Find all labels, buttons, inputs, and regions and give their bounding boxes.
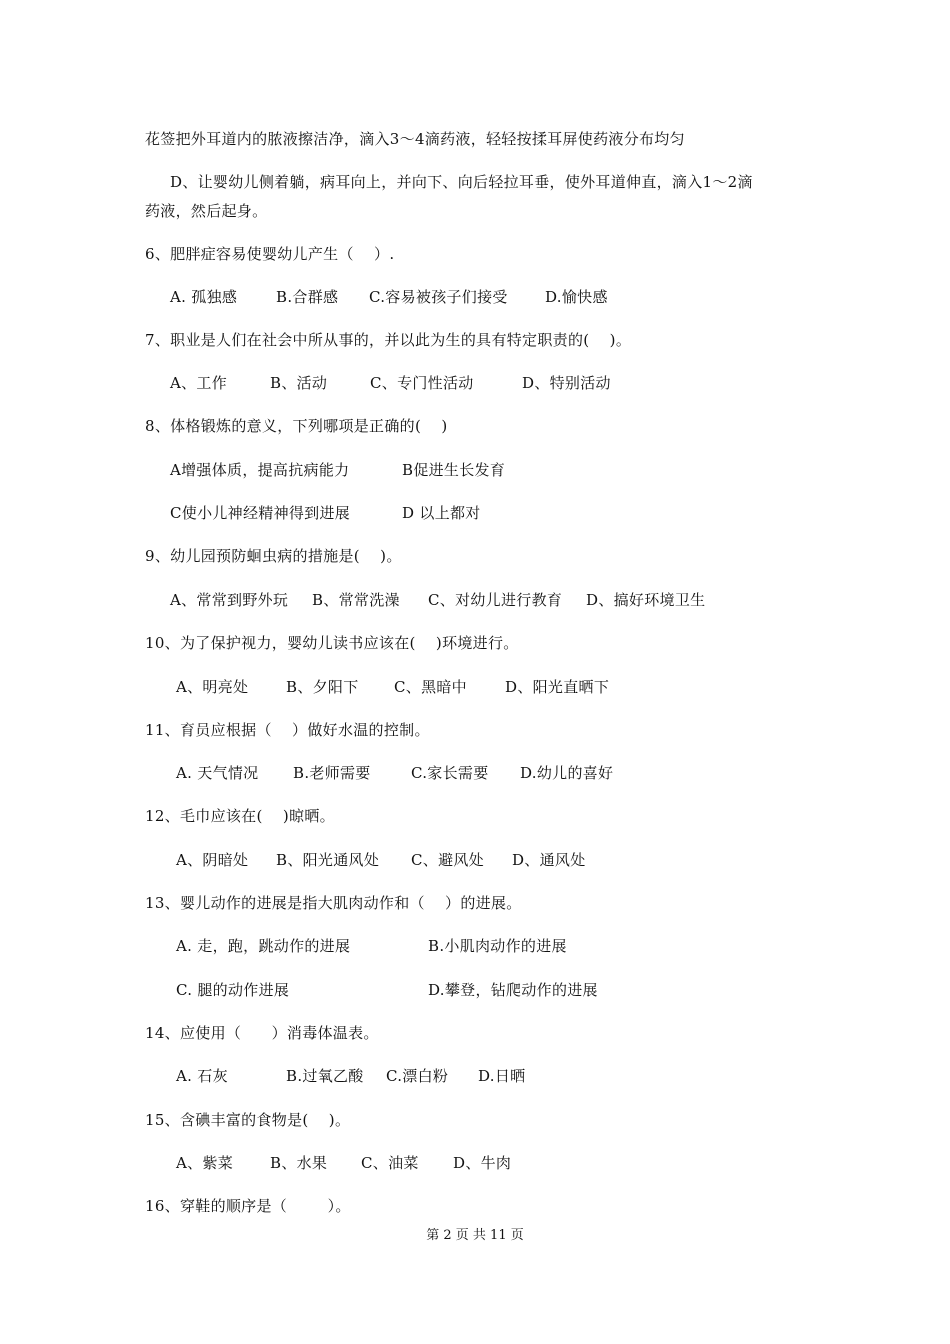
question-7-stem: 7、职业是人们在社会中所从事的，并以此为生的具有特定职责的( )。 (145, 331, 632, 349)
q7-option-b: B、活动 (270, 374, 328, 392)
question-9-stem: 9、幼儿园预防蛔虫病的措施是( )。 (145, 547, 402, 565)
question-6-stem: 6、肥胖症容易使婴幼儿产生（ ）. (145, 245, 395, 263)
q10-option-d: D、阳光直晒下 (505, 678, 610, 696)
q8-option-a: A增强体质，提高抗病能力 (170, 461, 350, 479)
q13-option-a: A. 走，跑，跳动作的进展 (176, 937, 351, 955)
q8-option-d: D 以上都对 (402, 504, 481, 522)
q15-option-a: A、紫菜 (176, 1154, 234, 1172)
continuation-line-1: 花签把外耳道内的脓液擦洁净，滴入3～4滴药液，轻轻按揉耳屏使药液分布均匀 (145, 130, 685, 148)
q6-option-c: C.容易被孩子们接受 (369, 288, 508, 306)
q11-option-a: A. 天气情况 (176, 764, 259, 782)
question-11-stem: 11、育员应根据（ ）做好水温的控制。 (145, 721, 430, 739)
q10-option-a: A、明亮处 (176, 678, 249, 696)
q13-option-b: B.小肌肉动作的进展 (428, 937, 567, 955)
question-14-stem: 14、应使用（ ）消毒体温表。 (145, 1024, 379, 1042)
q6-option-a: A. 孤独感 (170, 288, 238, 306)
q10-option-c: C、黑暗中 (394, 678, 467, 696)
page-footer: 第 2 页 共 11 页 (426, 1228, 524, 1243)
q12-option-a: A、阴暗处 (176, 851, 249, 869)
continuation-option-d: D、让婴幼儿侧着躺，病耳向上，并向下、向后轻拉耳垂，使外耳道伸直，滴入1～2滴 (170, 173, 753, 191)
q6-option-b: B.合群感 (276, 288, 339, 306)
question-10-stem: 10、为了保护视力，婴幼儿读书应该在( )环境进行。 (145, 634, 519, 652)
q14-option-c: C.漂白粉 (386, 1067, 449, 1085)
q7-option-c: C、专门性活动 (370, 374, 474, 392)
q7-option-a: A、工作 (170, 374, 228, 392)
q15-option-c: C、油菜 (361, 1154, 419, 1172)
q13-option-d: D.攀登，钻爬动作的进展 (428, 981, 598, 999)
continuation-line-3: 药液，然后起身。 (145, 202, 268, 220)
question-16-stem: 16、穿鞋的顺序是（ ）。 (145, 1197, 351, 1215)
q9-option-b: B、常常洗澡 (312, 591, 400, 609)
question-8-stem: 8、体格锻炼的意义，下列哪项是正确的( ) (145, 417, 448, 435)
question-15-stem: 15、含碘丰富的食物是( )。 (145, 1111, 351, 1129)
q9-option-a: A、常常到野外玩 (170, 591, 289, 609)
q12-option-d: D、通风处 (512, 851, 586, 869)
q12-option-c: C、避风处 (411, 851, 484, 869)
question-12-stem: 12、毛巾应该在( )晾晒。 (145, 807, 335, 825)
q11-option-c: C.家长需要 (411, 764, 489, 782)
q8-option-c: C使小儿神经精神得到进展 (170, 504, 351, 522)
q11-option-d: D.幼儿的喜好 (520, 764, 614, 782)
q6-option-d: D.愉快感 (545, 288, 608, 306)
q13-option-c: C. 腿的动作进展 (176, 981, 290, 999)
q15-option-b: B、水果 (270, 1154, 328, 1172)
q14-option-d: D.日晒 (478, 1067, 526, 1085)
q15-option-d: D、牛肉 (453, 1154, 512, 1172)
q9-option-c: C、对幼儿进行教育 (428, 591, 563, 609)
q8-option-b: B促进生长发育 (402, 461, 506, 479)
q11-option-b: B.老师需要 (293, 764, 371, 782)
q14-option-a: A. 石灰 (176, 1067, 228, 1085)
q12-option-b: B、阳光通风处 (276, 851, 380, 869)
question-13-stem: 13、婴儿动作的进展是指大肌肉动作和（ ）的进展。 (145, 894, 522, 912)
q14-option-b: B.过氧乙酸 (286, 1067, 364, 1085)
q7-option-d: D、特别活动 (522, 374, 611, 392)
q9-option-d: D、搞好环境卫生 (586, 591, 706, 609)
q10-option-b: B、夕阳下 (286, 678, 359, 696)
